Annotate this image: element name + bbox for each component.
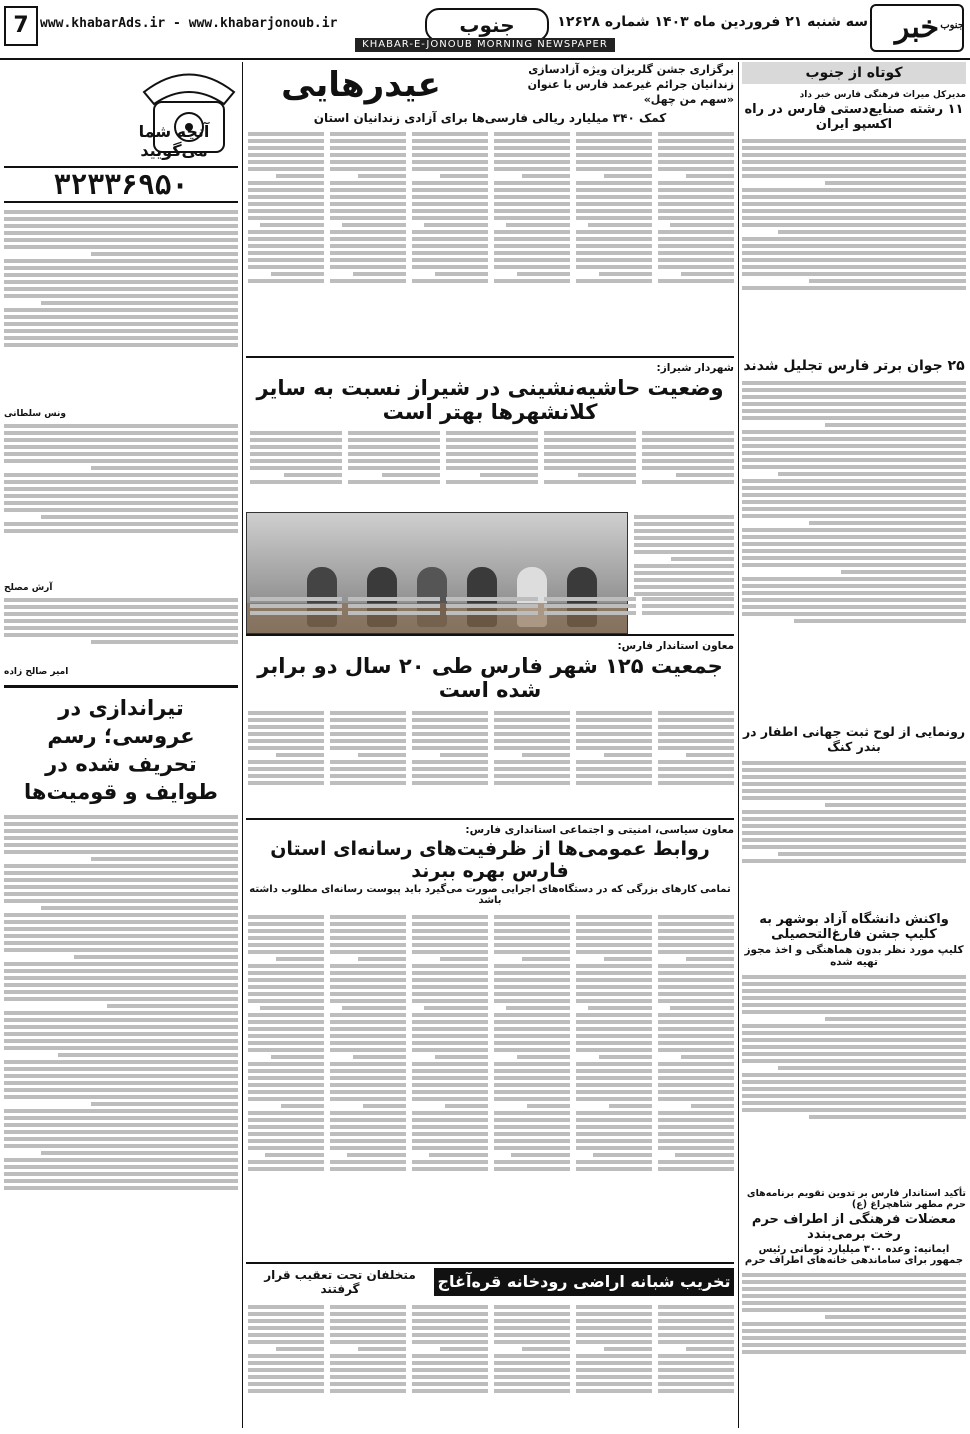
masthead <box>0 0 970 60</box>
story3-col <box>248 708 324 823</box>
item5-body <box>742 1270 966 1388</box>
story2-col <box>348 428 440 508</box>
hotline-number[interactable]: ۳۲۳۳۶۹۵۰ <box>4 166 238 203</box>
story3-col <box>658 708 734 823</box>
story2-col <box>642 594 734 630</box>
item4-subtitle: کلیپ مورد نظر بدون هماهنگی و اخذ مجوز تهیه شده <box>744 944 964 968</box>
story5-col <box>494 1302 570 1428</box>
item3-title[interactable]: رونمایی از لوح ثبت جهانی اطفار در بندر کنگ <box>742 724 966 754</box>
story1-col <box>248 129 324 349</box>
story4-title[interactable]: روابط عمومی‌ها از ظرفیت‌های رسانه‌ای استان فارس بهره ببرند <box>270 838 710 882</box>
story5-col <box>330 1302 406 1428</box>
item2-title[interactable]: ۲۵ جوان برتر فارس تجلیل شدند <box>743 358 965 374</box>
story1-subhead: کمک ۳۴۰ میلیارد ریالی فارسی‌ها برای آزادی زندانیان استان <box>313 111 667 125</box>
story2-col <box>250 594 342 630</box>
story5-title[interactable]: تخریب شبانه اراضی رودخانه قره‌آغاج <box>434 1268 734 1296</box>
issue-date: سه شنبه ۲۱ فروردین ماه ۱۴۰۳ شماره ۱۲۶۲۸ <box>557 14 868 30</box>
story3-col <box>412 708 488 823</box>
story3-title[interactable]: جمعیت ۱۲۵ شهر فارس طی ۲۰ سال دو برابر شده است <box>257 654 723 702</box>
story1-col <box>576 129 652 349</box>
item1-title[interactable]: ۱۱ رشته صنایع‌دستی فارس در راه اکسپو ایران <box>744 102 964 132</box>
story3-col <box>494 708 570 823</box>
reader-message-2 <box>4 421 238 581</box>
story3-col <box>330 708 406 823</box>
story4-col <box>412 912 488 1272</box>
website-urls[interactable]: www.khabarAds.ir - www.khabarjonoub.ir <box>40 16 338 31</box>
story-public-relations <box>246 818 734 1260</box>
story4-kicker: معاون سیاسی، امنیتی و اجتماعی استانداری فارس: <box>465 824 734 836</box>
story1-col <box>330 129 406 349</box>
story2-continued <box>246 594 734 630</box>
page-number: 7 <box>4 6 38 46</box>
item3-body <box>742 758 966 908</box>
reader-message-3 <box>4 595 238 665</box>
story2-col <box>446 594 538 630</box>
story5-col <box>658 1302 734 1428</box>
short-news-header: کوتاه از جنوب <box>742 62 966 84</box>
column-divider <box>242 62 243 1428</box>
story1-col <box>412 129 488 349</box>
item1-kicker: مدیرکل میراث فرهنگی فارس خبر داد <box>799 90 966 100</box>
story3-col <box>576 708 652 823</box>
author-2: آرش مصلح <box>4 583 53 593</box>
story5-kicker: متخلفان تحت تعقیب قرار گرفتند <box>264 1268 416 1296</box>
story2-col <box>250 428 342 508</box>
story4-col <box>248 912 324 1272</box>
story1-title[interactable]: عیدرهایی <box>281 64 441 105</box>
story2-col <box>544 594 636 630</box>
section-badge: جنوب <box>425 8 549 42</box>
story2-col <box>348 594 440 630</box>
feature-title[interactable]: تیراندازی در عروسی؛ رسم تحریف شده در طوایف و قومیت‌ها <box>24 696 218 804</box>
item5-kicker: تأکید استاندار فارس بر تدوین تقویم برنامه‌های حرم مطهر شاهچراغ (ع) <box>746 1188 966 1210</box>
story2-col <box>544 428 636 508</box>
logo-sub: جنوب <box>940 20 964 31</box>
story4-col <box>658 912 734 1272</box>
story1-kicker: برگزاری جشن گلریزان ویژه آزادسازی زندانیان جرائم غیرعمد فارس با عنوان «سهم من چهل» <box>527 63 734 106</box>
story-jail-release <box>246 62 734 352</box>
item4-body <box>742 972 966 1182</box>
item2-body <box>742 378 966 720</box>
story5-col <box>248 1302 324 1428</box>
phone-illustration <box>4 62 238 162</box>
story4-subhead: تمامی کارهای بزرگی که در دستگاه‌های اجرایی صورت می‌گیرد باید پیوست رسانه‌ای مطلوب داشته باشد <box>249 884 731 906</box>
feature-body <box>4 812 238 1332</box>
story-population <box>246 634 734 816</box>
english-banner: KHABAR-E-JONOUB MORNING NEWSPAPER <box>355 38 615 52</box>
story2-col <box>642 428 734 508</box>
story5-col <box>412 1302 488 1428</box>
newspaper-logo <box>870 4 964 52</box>
left-column <box>4 62 238 1430</box>
item1-body <box>742 136 966 354</box>
logo-text: خبر <box>894 10 940 45</box>
author-1: ونس سلطانی <box>4 409 66 419</box>
reader-message-1 <box>4 207 238 407</box>
author-3: امیر صالح زاده <box>4 667 69 677</box>
short-news-column <box>742 62 966 1430</box>
item4-title[interactable]: واکنش دانشگاه آزاد بوشهر به کلیپ جشن فارغ‌التحصیلی <box>759 912 949 942</box>
story1-col <box>494 129 570 349</box>
item5-title[interactable]: معضلات فرهنگی از اطراف حرم رخت برمی‌بندد <box>751 1212 957 1242</box>
story1-col <box>658 129 734 349</box>
story4-col <box>330 912 406 1272</box>
story-slums <box>246 356 734 628</box>
story2-col <box>446 428 538 508</box>
story-river-destruction <box>246 1262 734 1432</box>
story4-col <box>576 912 652 1272</box>
story2-kicker: شهردار شیراز: <box>656 362 734 374</box>
story2-title[interactable]: وضعیت حاشیه‌نشینی در شیراز نسبت به سایر کلانشهرها بهتر است <box>256 376 724 424</box>
story5-col <box>576 1302 652 1428</box>
story3-kicker: معاون استاندار فارس: <box>617 640 734 652</box>
story4-col <box>494 912 570 1272</box>
quote-header: آنچه شما می‌گویید <box>138 122 210 160</box>
column-divider <box>738 62 739 1428</box>
item5-subtitle: ایمانیه: وعده ۳۰۰ میلیارد تومانی رئیس جمهور برای ساماندهی خانه‌های اطراف حرم <box>744 1244 964 1266</box>
